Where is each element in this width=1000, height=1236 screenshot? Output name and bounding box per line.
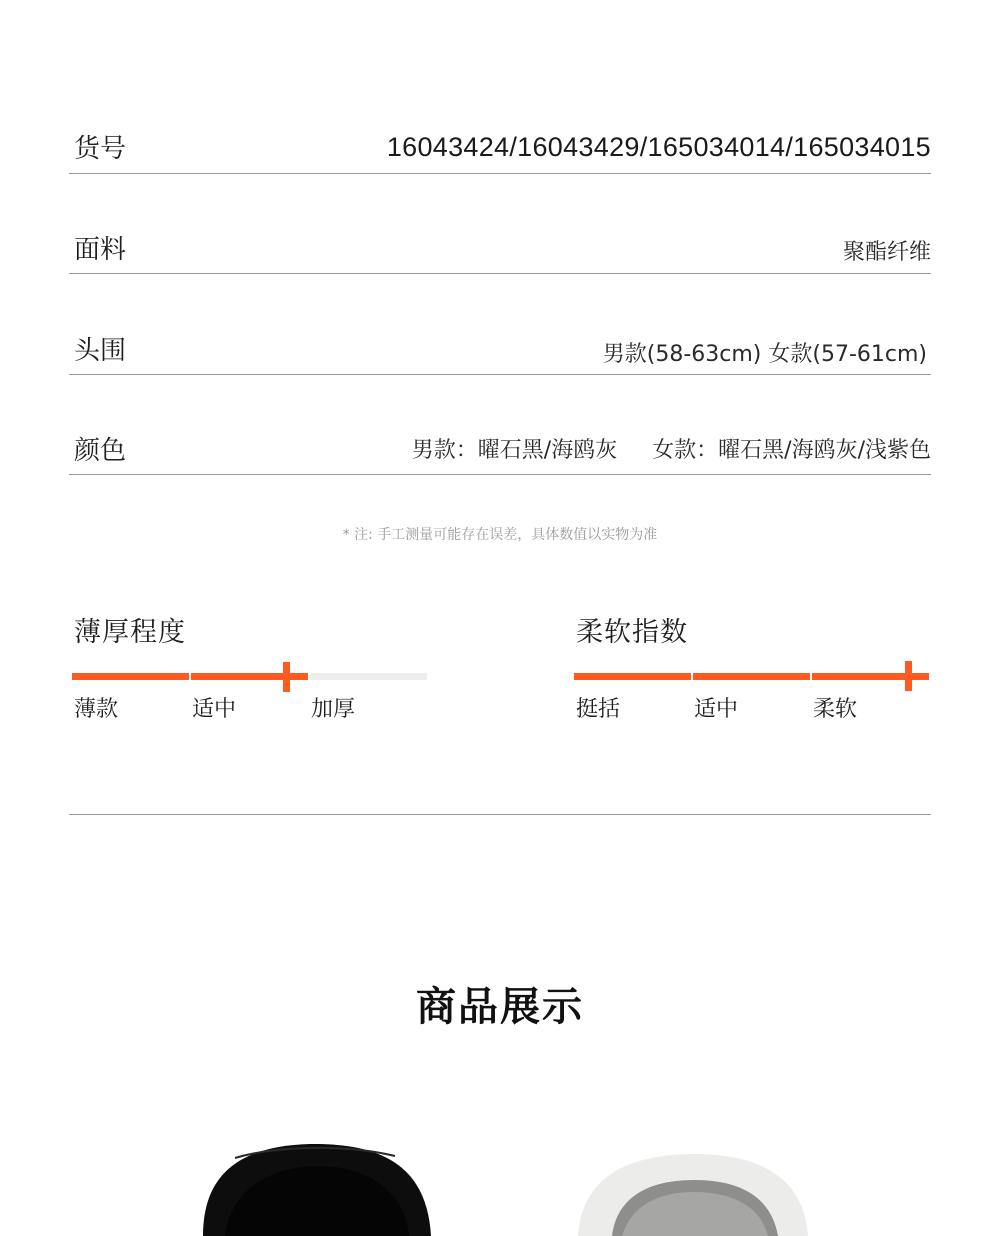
thickness-gauge — [70, 610, 430, 730]
spec-label: 货号 — [74, 134, 127, 164]
showcase-title: 商品展示 — [416, 984, 584, 1030]
spec-value: 男款：曜石黑/海鸥灰 女款：曜石黑/海鸥灰/浅紫色 — [411, 438, 931, 463]
measurement-note: * 注: 手工测量可能存在误差，具体数值以实物为准 — [342, 527, 658, 543]
spec-row-color — [69, 375, 931, 475]
softness-gauge — [572, 610, 932, 730]
softness-level-label: 柔软 — [813, 697, 858, 722]
section-divider — [69, 814, 931, 815]
spec-label: 头围 — [74, 336, 127, 366]
spec-label: 颜色 — [74, 436, 127, 466]
softness-segment-2 — [693, 673, 810, 680]
thickness-title: 薄厚程度 — [74, 617, 186, 648]
spec-value: 男款(58-63cm) 女款(57-61cm) — [602, 342, 927, 367]
thickness-level-label: 薄款 — [74, 697, 119, 722]
thickness-level-label: 适中 — [192, 697, 237, 722]
spec-value: 聚酯纤维 — [842, 240, 931, 265]
product-image-gray-hood — [572, 1150, 817, 1236]
softness-level-label: 适中 — [694, 697, 739, 722]
softness-title: 柔软指数 — [576, 617, 688, 648]
spec-row-head-size — [69, 275, 931, 375]
softness-level-label: 挺括 — [576, 697, 621, 722]
thickness-level-label: 加厚 — [311, 697, 356, 722]
spec-value: 16043424/16043429/165034014/165034015 — [386, 132, 931, 162]
thickness-segment-1 — [72, 673, 189, 680]
softness-marker — [905, 661, 912, 691]
thickness-segment-3 — [310, 673, 427, 680]
spec-label: 面料 — [74, 235, 127, 265]
thickness-marker — [283, 662, 290, 692]
product-image-black-hood — [195, 1138, 440, 1236]
spec-row-fabric — [69, 174, 931, 274]
softness-segment-1 — [574, 673, 691, 680]
spec-row-item-number — [69, 74, 931, 174]
thickness-segment-2 — [191, 673, 308, 680]
